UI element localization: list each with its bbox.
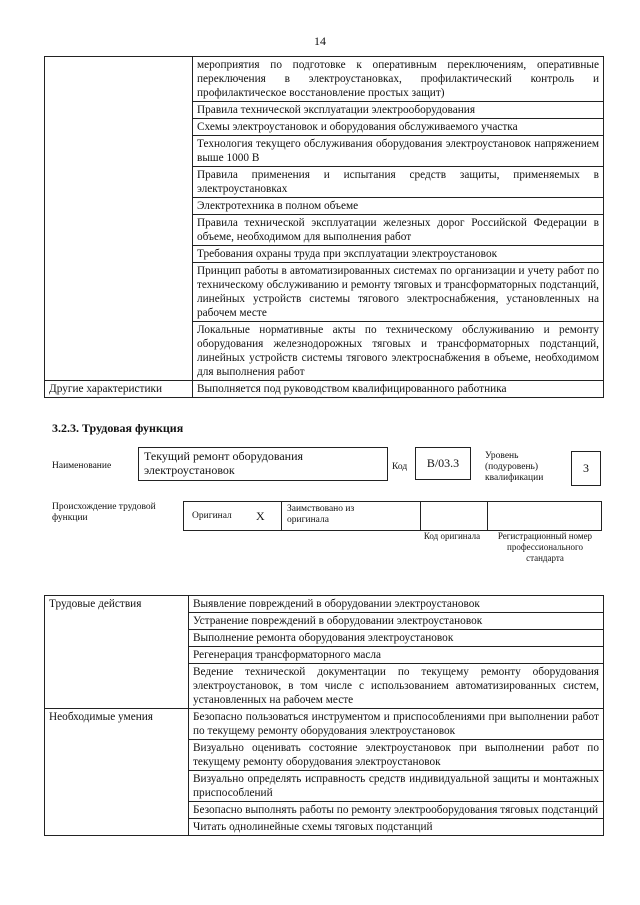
table-cell: Выполнение ремонта оборудования электроустановок [189,630,604,647]
table-cell: Визуально оценивать состояние электроустановок при выполнении работ по текущему ремонту оборудования электроустановок [189,740,604,771]
table-row [45,596,604,613]
origin-label: Происхождение трудовой функции [52,502,156,523]
original-label: Оригинал [192,511,232,521]
knowledge-table [44,56,604,398]
function-code-box: B/03.3 [415,447,471,480]
table-cell: Правила технической эксплуатации электрооборудования [193,102,604,119]
table-cell: Локальные нормативные акты по техническому обслуживанию и ремонту оборудования железнодорожных тяговых и трансформаторных подстанций, линейных устройств системы тягового электроснабжения в объеме, необходимом для выполнения работ [193,322,604,381]
table-row [45,57,604,102]
table-cell: Безопасно выполнять работы по ремонту электрооборудования тяговых подстанций [189,802,604,819]
divider [281,502,282,530]
actions-skills-table [44,595,604,836]
borrowed-label: Заимствовано из оригинала [287,504,355,525]
labor-actions-label: Трудовые действия [45,596,189,709]
table-cell: Принцип работы в автоматизированных системах по организации и учету работ по техническому обслуживанию и ремонту тяговых и трансформаторных подстанций, линейных устройств системы тягового электроснабжения, установленных на рабочем месте [193,263,604,322]
section-heading: 3.2.3. Трудовая функция [52,421,184,435]
table-cell: Требования охраны труда при эксплуатации электроустановок [193,246,604,263]
table-cell: Регенерация трансформаторного масла [189,647,604,664]
code-original-caption: Код оригинала [423,531,481,541]
origin-box [183,501,602,531]
level-label: Уровень (подуровень) квалификации [485,451,544,483]
original-mark: X [256,509,265,523]
table-row [45,381,604,398]
code-label: Код [392,462,408,472]
registration-number-caption: Регистрационный номер профессионального стандарта [497,531,593,563]
name-label: Наименование [52,461,112,471]
other-characteristics-value: Выполняется под руководством квалифицированного работника [193,381,604,398]
required-skills-label: Необходимые умения [45,709,189,836]
table-cell: мероприятия по подготовке к оперативным переключениям, оперативные переключения в электроустановках, профилактический контроль и профилактическое восстановление простых защит) [193,57,604,102]
function-name-box: Текущий ремонт оборудования электроустановок [138,447,388,481]
table-cell: Читать однолинейные схемы тяговых подстанций [189,819,604,836]
divider [487,502,488,530]
table-cell: Технология текущего обслуживания оборудования электроустановок напряжением выше 1000 В [193,136,604,167]
table-cell: Ведение технической документации по текущему ремонту оборудования электроустановок, в том числе с использованием автоматизированных систем, установленных на рабочем месте [189,664,604,709]
table-cell: Устранение повреждений в оборудовании электроустановок [189,613,604,630]
table-cell: Правила технической эксплуатации железных дорог Российской Федерации в объеме, необходимом для выполнения работ [193,215,604,246]
other-characteristics-label: Другие характеристики [45,381,193,398]
table-cell: Правила применения и испытания средств защиты, применяемых в электроустановках [193,167,604,198]
table-cell: Визуально определять исправность средств индивидуальной защиты и монтажных приспособлений [189,771,604,802]
page-number: 14 [314,34,326,48]
table-cell: Выявление повреждений в оборудовании электроустановок [189,596,604,613]
left-cell-empty [45,57,193,381]
table-cell: Схемы электроустановок и оборудования обслуживаемого участка [193,119,604,136]
divider [420,502,421,530]
table-row [45,709,604,740]
table-cell: Электротехника в полном объеме [193,198,604,215]
level-value-box: 3 [571,451,601,486]
table-cell: Безопасно пользоваться инструментом и приспособлениями при выполнении работ по текущему ремонту оборудования электроустановок [189,709,604,740]
